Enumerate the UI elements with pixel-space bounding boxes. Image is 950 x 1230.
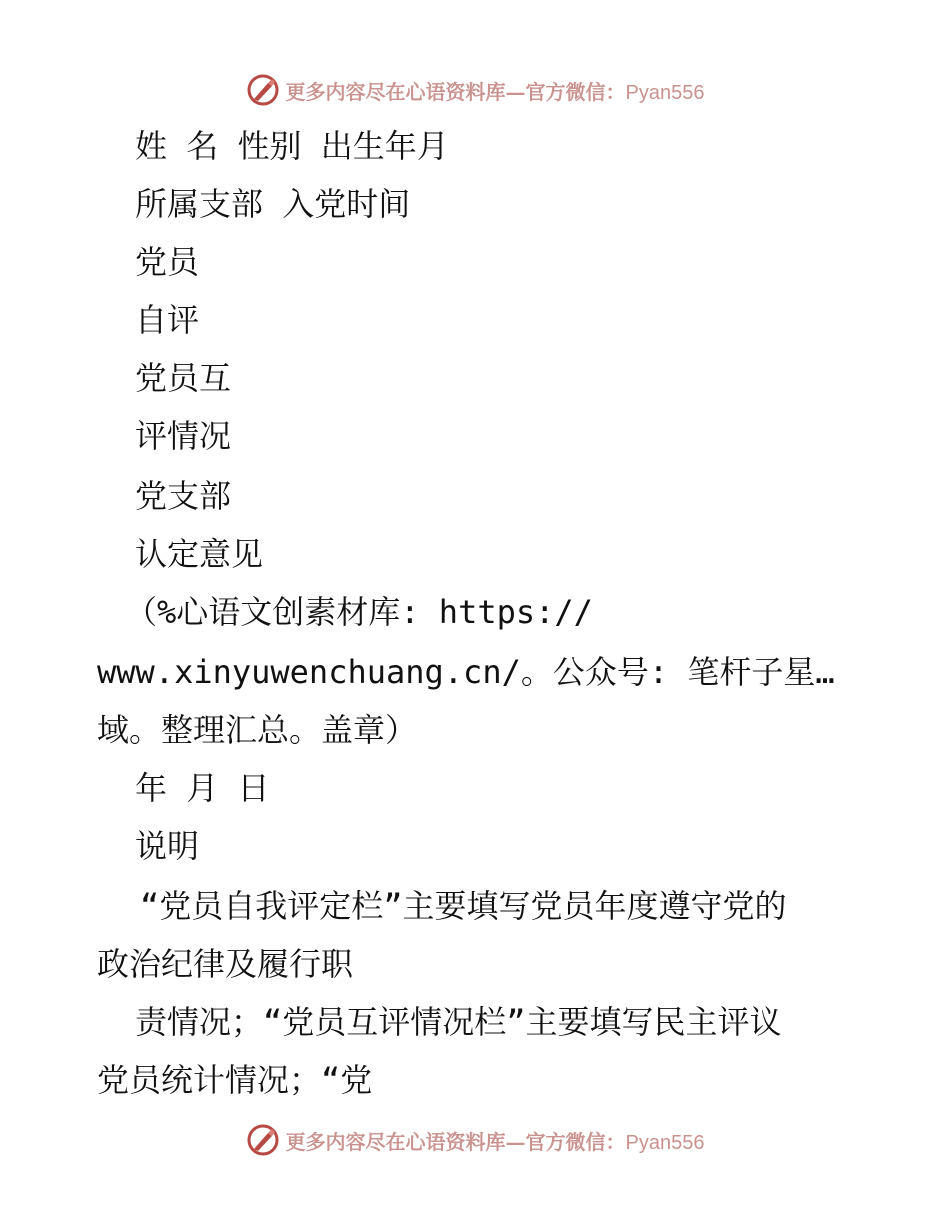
header-watermark	[0, 70, 950, 110]
watermark-text: 更多内容尽在心语资料库—官方微信：Pyan556	[285, 79, 705, 104]
text-line: 责情况；“党员互评情况栏”主要填写民主评议	[135, 1003, 782, 1041]
text-line: 自评	[135, 301, 200, 339]
text-line: 域。整理汇总。盖章）	[97, 711, 418, 749]
text-line: 党员互	[135, 359, 232, 397]
text-line: 党员统计情况；“党	[97, 1061, 373, 1099]
text-line: 认定意见	[135, 535, 264, 573]
text-line: 姓 名 性别 出生年月	[135, 127, 449, 165]
text-line: 年 月 日	[135, 769, 270, 807]
text-line: 党员	[135, 243, 200, 281]
text-line: “党员自我评定栏”主要填写党员年度遵守党的	[140, 887, 787, 925]
text-line: （%心语文创素材库: https://	[125, 593, 593, 631]
pen-logo-icon	[246, 1123, 280, 1157]
text-line: 评情况	[135, 417, 232, 455]
pen-logo-icon	[246, 73, 280, 107]
text-line: 说明	[135, 827, 200, 865]
watermark-text: 更多内容尽在心语资料库—官方微信：Pyan556	[285, 1129, 705, 1154]
text-line: 所属支部 入党时间	[135, 185, 411, 223]
text-line: 政治纪律及履行职	[97, 945, 354, 983]
text-line: 党支部	[135, 477, 232, 515]
footer-watermark	[0, 1120, 950, 1160]
text-line: www.xinyuwenchuang.cn/。公众号: 笔杆子星…	[97, 653, 835, 691]
